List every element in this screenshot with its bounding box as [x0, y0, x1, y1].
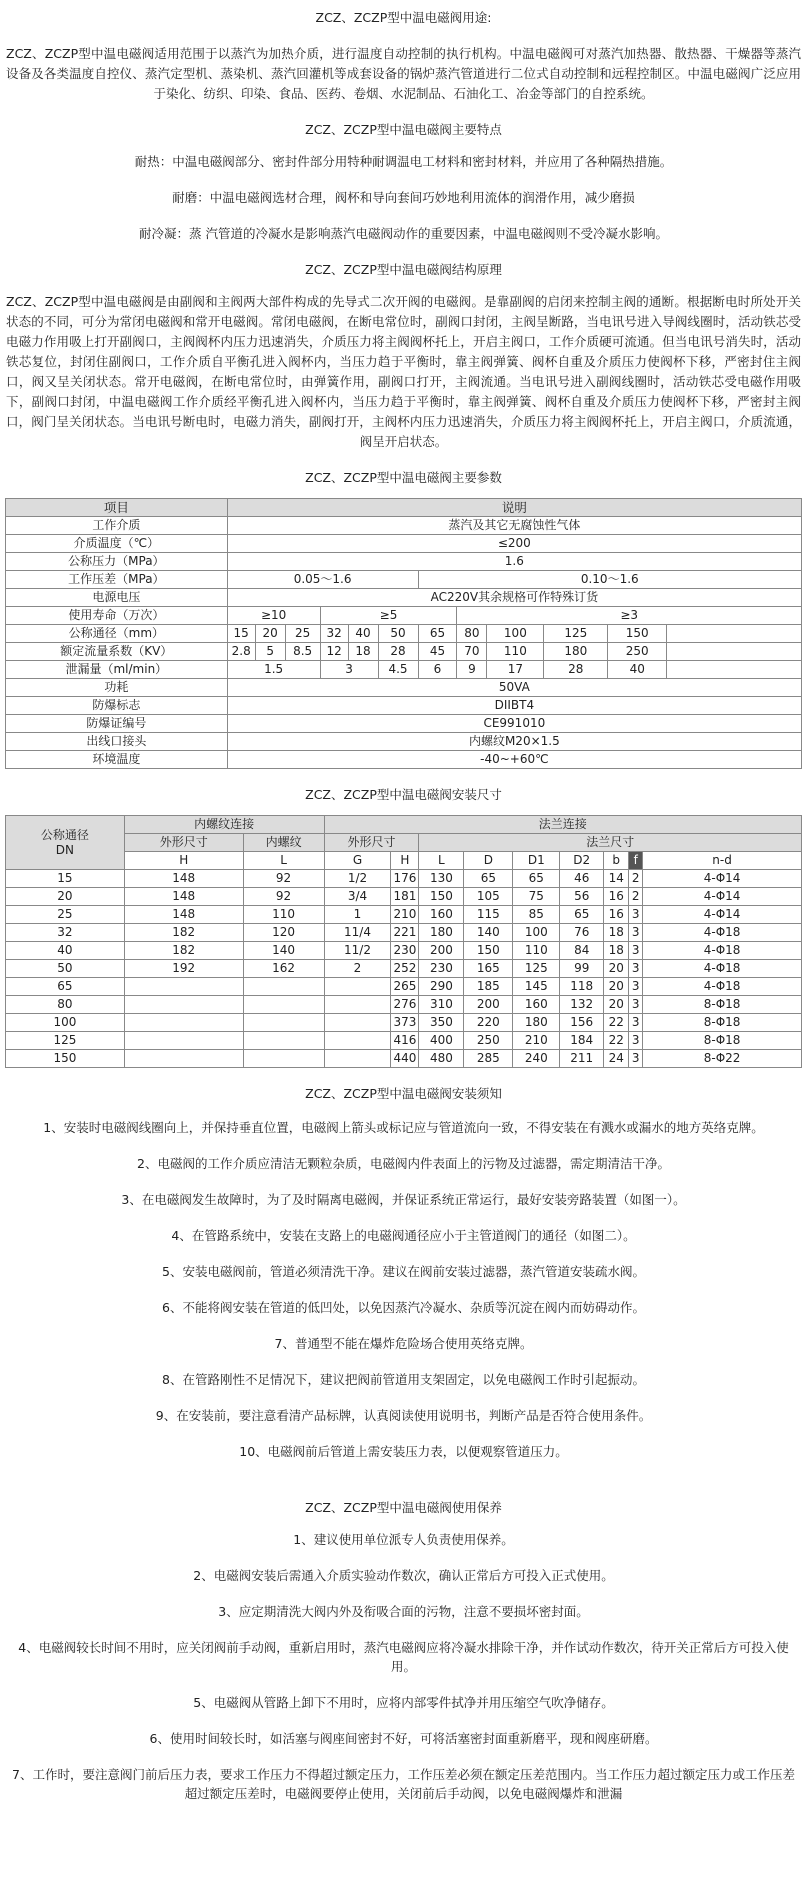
maintenance-item: 2、电磁阀安装后需通入介质实验动作数次，确认正常后方可投入正式使用。 [193, 1568, 614, 1583]
table-header: D1 [513, 852, 560, 870]
table-cell: 电源电压 [6, 589, 228, 607]
features-title: ZCZ、ZCZP型中温电磁阀主要特点 [305, 122, 502, 137]
feature-item: 耐热：中温电磁阀部分、密封件部分用特种耐调温电工材料和密封材料，并应用了各种隔热措施。 [134, 154, 673, 169]
table-cell: 8.5 [285, 643, 320, 661]
table-cell: 110 [513, 942, 560, 960]
table-cell: 11/2 [324, 942, 391, 960]
table-cell: 125 [6, 1032, 125, 1050]
table-cell: 防爆标志 [6, 697, 228, 715]
table-header: b [604, 852, 629, 870]
table-cell: 125 [544, 625, 608, 643]
table-cell: 145 [513, 978, 560, 996]
table-cell: 2 [629, 870, 643, 888]
table-cell [124, 1032, 243, 1050]
table-row [6, 942, 802, 960]
table-row [6, 1032, 802, 1050]
table-header: 外形尺寸 [324, 834, 419, 852]
table-cell: 0.10～1.6 [418, 571, 802, 589]
table-cell: 148 [124, 870, 243, 888]
install-item: 7、普通型不能在爆炸危险场合使用英络克牌。 [274, 1336, 533, 1351]
table-cell: 8-Φ22 [643, 1050, 802, 1068]
table-cell: 8-Φ18 [643, 996, 802, 1014]
table-cell: 3 [629, 942, 643, 960]
table-header: 内螺纹 [243, 834, 324, 852]
maintenance-item: 6、使用时间较长时，如活塞与阀座间密封不好，可将活塞密封面重新磨平，现和阀座研磨。 [149, 1731, 658, 1746]
table-row [6, 906, 802, 924]
table-cell: 工作介质 [6, 517, 228, 535]
table-header [6, 816, 125, 870]
table-cell: 92 [243, 888, 324, 906]
table-cell: 2.8 [227, 643, 255, 661]
table-cell: 210 [513, 1032, 560, 1050]
table-cell: 230 [419, 960, 464, 978]
dims-table [5, 815, 802, 1068]
install-item: 4、在管路系统中，安装在支路上的电磁阀通径应小于主管道阀门的通径（如图二）。 [171, 1228, 636, 1243]
table-cell: 373 [391, 1014, 419, 1032]
table-cell: 11/4 [324, 924, 391, 942]
table-cell: ≥5 [320, 607, 457, 625]
table-cell: 115 [464, 906, 513, 924]
table-cell: 3 [629, 996, 643, 1014]
params-table [5, 498, 802, 769]
table-row [6, 607, 802, 625]
table-cell: 功耗 [6, 679, 228, 697]
table-cell: 92 [243, 870, 324, 888]
table-header: 外形尺寸 [124, 834, 243, 852]
table-cell: 泄漏量（ml/min） [6, 661, 228, 679]
table-cell: 65 [560, 906, 604, 924]
table-cell: 20 [255, 625, 285, 643]
table-cell: 4-Φ14 [643, 906, 802, 924]
table-header: L [243, 852, 324, 870]
table-cell: 162 [243, 960, 324, 978]
table-header: n-d [643, 852, 802, 870]
table-cell: 220 [464, 1014, 513, 1032]
table-cell: 40 [608, 661, 667, 679]
table-cell [324, 978, 391, 996]
structure-title: ZCZ、ZCZP型中温电磁阀结构原理 [305, 262, 502, 277]
table-cell: 25 [285, 625, 320, 643]
table-cell: 17 [487, 661, 544, 679]
table-row [6, 535, 802, 553]
table-cell: 24 [604, 1050, 629, 1068]
table-cell: 3 [629, 960, 643, 978]
table-cell: 165 [464, 960, 513, 978]
table-cell: 150 [608, 625, 667, 643]
table-cell: 8-Φ18 [643, 1032, 802, 1050]
table-row [6, 852, 802, 870]
table-cell: 18 [604, 924, 629, 942]
table-cell: 160 [513, 996, 560, 1014]
structure-section [0, 260, 807, 452]
table-cell: 182 [124, 942, 243, 960]
params-title: ZCZ、ZCZP型中温电磁阀主要参数 [305, 470, 502, 485]
table-cell: 290 [419, 978, 464, 996]
table-cell [324, 1050, 391, 1068]
table-cell: 140 [243, 942, 324, 960]
table-row [6, 643, 802, 661]
table-cell: 3 [629, 1050, 643, 1068]
table-row [6, 924, 802, 942]
table-cell: 1/2 [324, 870, 391, 888]
table-cell: 65 [6, 978, 125, 996]
table-row [6, 661, 802, 679]
table-cell: 20 [604, 978, 629, 996]
table-cell: 3 [629, 924, 643, 942]
table-cell: 240 [513, 1050, 560, 1068]
install-item: 1、安装时电磁阀线圈向上，并保持垂直位置，电磁阀上箭头或标记应与管道流向一致，不得安装在有溅水或漏水的地方英络克牌。 [43, 1120, 764, 1135]
table-cell [124, 996, 243, 1014]
usage-title: ZCZ、ZCZP型中温电磁阀用途: [315, 10, 492, 25]
table-cell: 148 [124, 906, 243, 924]
install-item: 9、在安装前，要注意看清产品标牌，认真阅读使用说明书，判断产品是否符合使用条件。 [155, 1408, 652, 1423]
table-cell: 181 [391, 888, 419, 906]
maintenance-item: 5、电磁阀从管路上卸下不用时，应将内部零件拭净并用压缩空气吹净储存。 [193, 1695, 614, 1710]
table-cell [324, 1032, 391, 1050]
table-cell: 85 [513, 906, 560, 924]
dims-dn-label: 公称通径 [40, 827, 89, 842]
dims-dn-unit: DN [55, 842, 75, 857]
maintenance-item: 1、建议使用单位派专人负责使用保养。 [293, 1532, 514, 1547]
table-cell [667, 643, 802, 661]
table-cell: 20 [6, 888, 125, 906]
table-cell: 工作压差（MPa） [6, 571, 228, 589]
table-cell: 12 [320, 643, 348, 661]
table-cell: 56 [560, 888, 604, 906]
params-section [0, 468, 807, 769]
table-cell: 184 [560, 1032, 604, 1050]
table-cell: 3 [320, 661, 378, 679]
table-cell: 221 [391, 924, 419, 942]
table-header: H [124, 852, 243, 870]
table-cell: 22 [604, 1014, 629, 1032]
table-cell [243, 996, 324, 1014]
table-cell: 480 [419, 1050, 464, 1068]
table-cell: 182 [124, 924, 243, 942]
table-cell [243, 1032, 324, 1050]
table-cell: 50VA [227, 679, 801, 697]
table-row [6, 996, 802, 1014]
table-cell: CE991010 [227, 715, 801, 733]
table-cell: ≥10 [227, 607, 320, 625]
table-cell: 25 [6, 906, 125, 924]
table-cell: 3 [629, 978, 643, 996]
table-cell: 100 [6, 1014, 125, 1032]
table-cell: 110 [487, 643, 544, 661]
table-cell: 4-Φ18 [643, 960, 802, 978]
table-cell: 100 [487, 625, 544, 643]
install-item: 2、电磁阀的工作介质应清洁无颗粒杂质，电磁阀内件表面上的污物及过滤器，需定期清洁干净。 [137, 1156, 670, 1171]
table-cell: 公称通径（mm） [6, 625, 228, 643]
table-cell: 3 [629, 1014, 643, 1032]
table-cell: 180 [513, 1014, 560, 1032]
table-cell: 105 [464, 888, 513, 906]
table-row [6, 499, 802, 517]
table-cell [124, 1050, 243, 1068]
table-cell: 内螺纹M20×1.5 [227, 733, 801, 751]
table-row [6, 1050, 802, 1068]
table-cell: 400 [419, 1032, 464, 1050]
table-cell: 80 [457, 625, 487, 643]
dims-section [0, 785, 807, 1068]
table-cell: 118 [560, 978, 604, 996]
table-cell: 70 [457, 643, 487, 661]
table-cell: 211 [560, 1050, 604, 1068]
table-cell: ≥3 [457, 607, 802, 625]
table-cell: 84 [560, 942, 604, 960]
table-cell [324, 1014, 391, 1032]
table-cell: 18 [604, 942, 629, 960]
table-cell [667, 625, 802, 643]
table-cell: 80 [6, 996, 125, 1014]
table-cell: 20 [604, 960, 629, 978]
table-cell: 1 [324, 906, 391, 924]
table-cell: 18 [348, 643, 378, 661]
table-cell: 276 [391, 996, 419, 1014]
table-cell: 76 [560, 924, 604, 942]
maintenance-title: ZCZ、ZCZP型中温电磁阀使用保养 [305, 1500, 502, 1515]
table-cell: 9 [457, 661, 487, 679]
table-cell: 120 [243, 924, 324, 942]
table-row [6, 960, 802, 978]
install-item: 3、在电磁阀发生故障时，为了及时隔离电磁阀，并保证系统正常运行，最好安装旁路装置（如图一）。 [121, 1192, 686, 1207]
table-cell: 6 [418, 661, 457, 679]
table-cell: 4-Φ14 [643, 870, 802, 888]
table-header: f [629, 852, 643, 870]
table-row [6, 589, 802, 607]
table-cell: 230 [391, 942, 419, 960]
table-header: D2 [560, 852, 604, 870]
table-cell: 28 [378, 643, 418, 661]
table-cell: 140 [464, 924, 513, 942]
table-cell: 4-Φ18 [643, 942, 802, 960]
table-cell: 192 [124, 960, 243, 978]
table-header: G [324, 852, 391, 870]
table-cell: 250 [464, 1032, 513, 1050]
table-cell: 265 [391, 978, 419, 996]
install-item: 8、在管路刚性不足情况下，建议把阀前管道用支架固定，以免电磁阀工作时引起振动。 [162, 1372, 645, 1387]
table-cell [324, 996, 391, 1014]
table-cell: 2 [629, 888, 643, 906]
dims-title: ZCZ、ZCZP型中温电磁阀安装尺寸 [305, 787, 502, 802]
maintenance-section [0, 1498, 807, 1803]
table-cell: 350 [419, 1014, 464, 1032]
install-section [0, 1084, 807, 1461]
table-row [6, 715, 802, 733]
table-cell: 285 [464, 1050, 513, 1068]
table-cell: 130 [419, 870, 464, 888]
table-cell: 132 [560, 996, 604, 1014]
table-cell: 40 [6, 942, 125, 960]
table-cell: 3 [629, 1032, 643, 1050]
structure-text: ZCZ、ZCZP型中温电磁阀是由副阀和主阀两大部件构成的先导式二次开阀的电磁阀。是靠副阀的启闭来控制主阀的通断。根据断电时所处开关状态的不同，可分为常闭电磁阀和常开电磁阀。常闭电磁阀，在断电常位时，副阀口封闭，主阀呈断路，当电讯号进入导阀线圈时，活动铁芯受电磁力作用吸上打开副阀口，主阀阀杯内压力迅速消失，介质压力将主阀阀杯托上，开启主阀口，工作介质硬可流通。但当电讯号消失时，活动铁芯复位，封闭住副阀口，工作介质自平衡孔进入阀杯内，当压力趋于平衡时，靠主阀弹簧、阀杯自重及介质压力使阀杯下移，严密封住主阀口，阀又呈关闭状态。常开电磁阀，在断电常位时，由弹簧作用，副阀口打开，主阀流通。当电讯号进入副阀线圈时，活动铁芯受电磁作用吸下，副阀口封闭，中温电磁阀工作介质经平衡孔进入阀杯内，当压力趋于平衡时，靠主阀弹簧、阀杯自重及介质压力使阀杯下移，严密封主阀口，阀门呈关闭状态。当电讯号断电时，电磁力消失，副阀打开，主阀杯内压力迅速消失，介质压力将主阀阀杯托上，开启主阀口，介质流通，阀呈开启状态。 [6, 294, 801, 449]
maintenance-item: 4、电磁阀较长时间不用时，应关闭阀前手动阀，重新启用时，蒸汽电磁阀应将冷凝水排除干净，并作试动作数次，待开关正常后方可投入使用。 [18, 1640, 789, 1674]
table-cell: 额定流量系数（KV） [6, 643, 228, 661]
table-cell: 4.5 [378, 661, 418, 679]
table-cell: 310 [419, 996, 464, 1014]
table-cell: 3/4 [324, 888, 391, 906]
table-row [6, 679, 802, 697]
table-row [6, 751, 802, 769]
table-cell: 40 [348, 625, 378, 643]
table-cell: 180 [544, 643, 608, 661]
maintenance-item: 7、工作时，要注意阀门前后压力表，要求工作压力不得超过额定压力，工作压差必须在额定压差范围内。当工作压力超过额定压力或工作压差超过额定压差时，电磁阀要停止使用，关闭前后手动阀，以免电磁阀爆炸和泄漏 [12, 1767, 795, 1801]
table-cell: 110 [243, 906, 324, 924]
table-cell: AC220V其余规格可作特殊订货 [227, 589, 801, 607]
table-row [6, 834, 802, 852]
table-cell: DIIBT4 [227, 697, 801, 715]
maintenance-item: 3、应定期清洗大阀内外及衔吸合面的污物，注意不要损坏密封面。 [218, 1604, 589, 1619]
table-header: 法兰连接 [324, 816, 801, 834]
table-cell: 公称压力（MPa） [6, 553, 228, 571]
table-cell: 50 [6, 960, 125, 978]
usage-text: ZCZ、ZCZP型中温电磁阀适用范围于以蒸汽为加热介质，进行温度自动控制的执行机构。中温电磁阀可对蒸汽加热器、散热器、干燥器等蒸汽设备及各类温度自控仪、蒸汽定型机、蒸染机、蒸汽回灌机等成套设备的锅炉蒸汽管道进行二位式自动控制和远程控制区。中温电磁阀广泛应用于染化、纺织、印染、食品、医药、卷烟、水泥制品、石油化工、冶金等部门的自控系统。 [6, 46, 801, 101]
table-cell: 148 [124, 888, 243, 906]
install-title: ZCZ、ZCZP型中温电磁阀安装须知 [305, 1086, 502, 1101]
table-cell: 蒸汽及其它无腐蚀性气体 [227, 517, 801, 535]
usage-section [0, 8, 807, 104]
table-cell: 8-Φ18 [643, 1014, 802, 1032]
table-cell [124, 1014, 243, 1032]
table-row [6, 553, 802, 571]
table-header: 内螺纹连接 [124, 816, 324, 834]
table-cell [243, 1050, 324, 1068]
table-row [6, 733, 802, 751]
table-cell: 1.5 [227, 661, 320, 679]
table-cell: 150 [464, 942, 513, 960]
table-cell: 4-Φ18 [643, 978, 802, 996]
table-cell: 防爆证编号 [6, 715, 228, 733]
table-row [6, 625, 802, 643]
table-header: 法兰尺寸 [419, 834, 802, 852]
table-row [6, 571, 802, 589]
table-header: H [391, 852, 419, 870]
table-cell: 150 [419, 888, 464, 906]
table-cell: 156 [560, 1014, 604, 1032]
table-cell: 160 [419, 906, 464, 924]
table-cell: 15 [6, 870, 125, 888]
table-cell: 20 [604, 996, 629, 1014]
table-row [6, 870, 802, 888]
table-cell: 出线口接头 [6, 733, 228, 751]
table-cell: 2 [324, 960, 391, 978]
table-cell: 50 [378, 625, 418, 643]
table-row [6, 1014, 802, 1032]
table-cell: 4-Φ14 [643, 888, 802, 906]
table-header: 说明 [227, 499, 801, 517]
table-cell: 介质温度（℃） [6, 535, 228, 553]
feature-item: 耐磨：中温电磁阀选材合理，阀杯和导向套间巧妙地利用流体的润滑作用，减少磨损 [172, 190, 635, 205]
table-cell: 65 [513, 870, 560, 888]
table-cell: 150 [6, 1050, 125, 1068]
table-cell: 22 [604, 1032, 629, 1050]
table-cell: 210 [391, 906, 419, 924]
table-cell: 4-Φ18 [643, 924, 802, 942]
table-cell: 100 [513, 924, 560, 942]
table-cell: 环境温度 [6, 751, 228, 769]
table-cell: 65 [418, 625, 457, 643]
table-cell: 65 [464, 870, 513, 888]
table-header: 项目 [6, 499, 228, 517]
table-cell: 99 [560, 960, 604, 978]
table-cell: -40~+60℃ [227, 751, 801, 769]
table-cell: 使用寿命（万次） [6, 607, 228, 625]
table-cell: 15 [227, 625, 255, 643]
table-cell: 14 [604, 870, 629, 888]
table-cell: 45 [418, 643, 457, 661]
table-cell: 1.6 [227, 553, 801, 571]
table-cell: ≤200 [227, 535, 801, 553]
table-cell: 125 [513, 960, 560, 978]
table-cell: 250 [608, 643, 667, 661]
table-row [6, 517, 802, 535]
table-cell: 16 [604, 906, 629, 924]
table-header: D [464, 852, 513, 870]
table-cell: 176 [391, 870, 419, 888]
table-row [6, 888, 802, 906]
table-cell: 3 [629, 906, 643, 924]
table-cell: 252 [391, 960, 419, 978]
table-cell: 75 [513, 888, 560, 906]
feature-item: 耐冷凝：蒸 汽管道的冷凝水是影响蒸汽电磁阀动作的重要因素，中温电磁阀则不受冷凝水影响。 [139, 226, 668, 241]
features-section [0, 120, 807, 244]
table-cell: 32 [6, 924, 125, 942]
table-cell [243, 1014, 324, 1032]
table-row [6, 978, 802, 996]
install-item: 10、电磁阀前后管道上需安装压力表，以便观察管道压力。 [239, 1444, 568, 1459]
table-cell: 200 [464, 996, 513, 1014]
table-cell: 180 [419, 924, 464, 942]
table-cell [124, 978, 243, 996]
table-cell [667, 661, 802, 679]
table-cell: 46 [560, 870, 604, 888]
table-row [6, 697, 802, 715]
table-row [6, 816, 802, 834]
table-cell: 185 [464, 978, 513, 996]
table-cell: 28 [544, 661, 608, 679]
table-cell [243, 978, 324, 996]
table-cell: 32 [320, 625, 348, 643]
table-cell: 440 [391, 1050, 419, 1068]
table-header: L [419, 852, 464, 870]
table-cell: 5 [255, 643, 285, 661]
table-cell: 416 [391, 1032, 419, 1050]
table-cell: 16 [604, 888, 629, 906]
install-item: 5、安装电磁阀前，管道必须清洗干净。建议在阀前安装过滤器，蒸汽管道安装疏水阀。 [162, 1264, 645, 1279]
install-item: 6、不能将阀安装在管道的低凹处，以免因蒸汽冷凝水、杂质等沉淀在阀内而妨碍动作。 [162, 1300, 645, 1315]
table-cell: 200 [419, 942, 464, 960]
table-cell: 0.05～1.6 [227, 571, 418, 589]
